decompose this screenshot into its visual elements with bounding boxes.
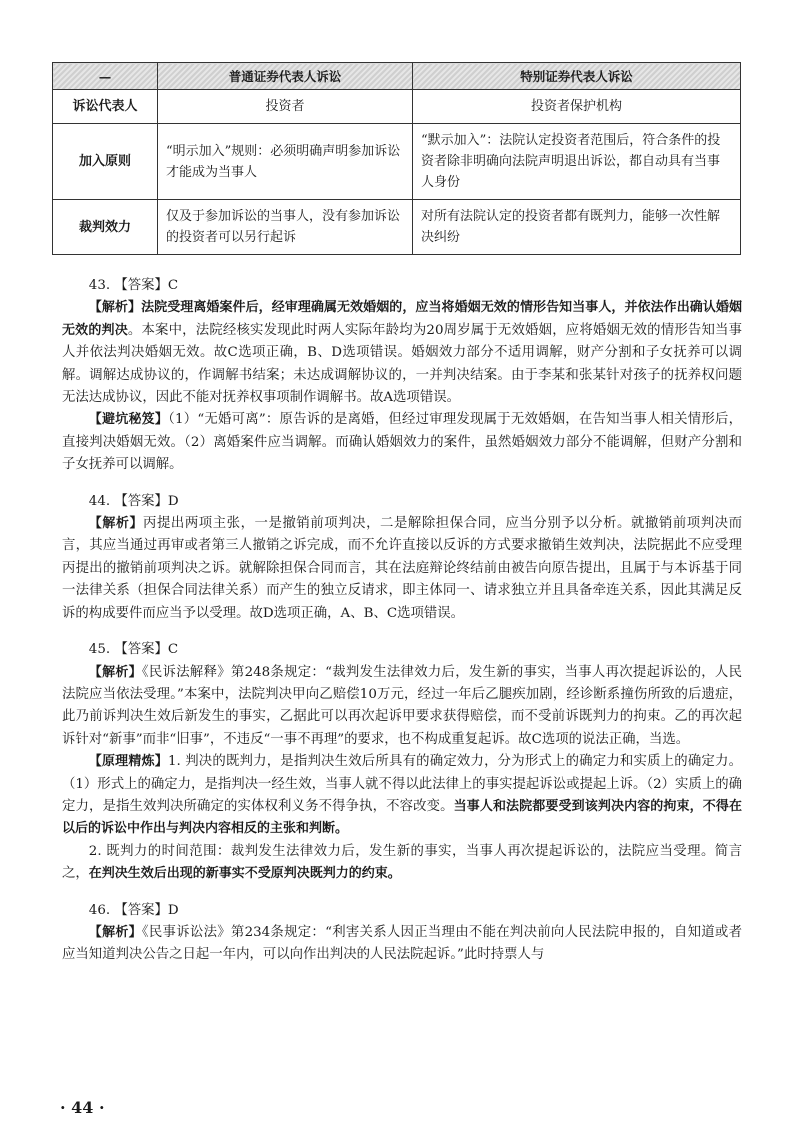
table-cell: 投资者保护机构 [413, 90, 741, 124]
tip-paragraph [62, 409, 742, 476]
section-tag: 【解析】 [88, 516, 144, 532]
emphasis-text: 当事人和法院都要受到该判决内容的拘束，不得在以后的诉讼中作出与判决内容相反的主张和判断。 [62, 798, 742, 837]
row-label: 加入原则 [53, 124, 158, 200]
section-tag: 【解析】 [88, 924, 142, 940]
body-text: （1）“无婚可离”：原告诉的是离婚，但经过审理发现属于无效婚姻，在告知当事人相关情形后，直接判决婚姻无效。（2）离婚案件应当调解。而确认婚姻效力的案件，虽然婚姻效力部分不能调解，但财产分割和子女抚养可以调解。 [62, 412, 742, 473]
analysis-paragraph [62, 662, 742, 752]
table-cell: “默示加入”：法院认定投资者范围后，符合条件的投资者除非明确向法院声明退出诉讼，都自动具有当事人身份 [413, 124, 741, 200]
answer-heading: 44. 【答案】D [88, 493, 179, 509]
analysis-paragraph [62, 513, 742, 625]
principle-paragraph [62, 841, 742, 886]
emphasis-text: 1. 判决的既判力 [167, 754, 267, 770]
emphasis-text: 在判决生效后出现的新事实不受原判决既判力的约束。 [88, 866, 401, 882]
table-cell: “明示加入”规则：必须明确声明参加诉讼才能成为当事人 [158, 124, 413, 200]
table-row [53, 124, 741, 200]
section-tag: 【解析】 [88, 664, 142, 680]
table-cell: 对所有法院认定的投资者都有既判力，能够一次性解决纠纷 [413, 200, 741, 255]
table-header-cell: 特别证券代表人诉讼 [413, 63, 741, 90]
analysis-paragraph [62, 922, 742, 967]
analysis-paragraph [62, 297, 742, 409]
comparison-table [52, 62, 741, 255]
body-text: 2. 既判力的时间范围：裁判发生法律效力后，发生新的事实，当事人再次提起诉讼的，法院应当受理。简言之， [62, 843, 742, 882]
table-header-cell: 普通证券代表人诉讼 [158, 63, 413, 90]
body-text: 《民事诉讼法》第234条规定：“利害关系人因正当理由不能在判决前向人民法院申报的，自知道或者应当知道判决公告之日起一年内，可以向作出判决的人民法院起诉。”此时持票人与 [62, 924, 742, 963]
section-tag: 【解析】 [88, 300, 142, 316]
answer-heading: 46. 【答案】D [88, 902, 179, 918]
body-text: ，是指判决生效后所具有的确定效力，分为形式上的确定力和实质上的确定力。（1）形式上的确定力，是指判决一经生效，当事人就不得以此法律上的事实提起诉讼或提起上诉。（2）实质上的确定力，是指生效判决所确定的实体权利义务不得争执，不容改变。 [62, 754, 742, 814]
table-cell: 投资者 [158, 90, 413, 124]
page-number: · 44 · [60, 1098, 105, 1117]
body-text: 丙提出两项主张，一是撤销前项判决，二是解除担保合同，应当分别予以分析。就撤销前项判决而言，其应当通过再审或者第三人撤销之诉完成，而不允许直接以反诉的方式要求撤销生效判决，法院据此不应受理丙提出的撤销前项判决之诉。就解除担保合同而言，其在法庭辩论终结前由被告向原告提出，且属于与本诉基于同一法律关系（担保合同法律关系）而产生的独立反请求，即主体同一、请求独立并且具备牵连关系，因此其满足反诉的构成要件而应当予以受理。故D选项正确，A、B、C选项错误。 [62, 516, 742, 621]
answer-explanations [62, 275, 742, 967]
section-tag: 【原理精炼】 [88, 754, 168, 770]
table-cell: 仅及于参加诉讼的当事人，没有参加诉讼的投资者可以另行起诉 [158, 200, 413, 255]
row-label: 诉讼代表人 [53, 90, 158, 124]
emphasis-text: 法院受理离婚案件后，经审理确属无效婚姻的，应当将婚姻无效的情形告知当事人，并依法作出确认婚姻无效的判决 [62, 300, 742, 338]
answer-heading: 43. 【答案】C [88, 278, 179, 293]
answer-heading: 45. 【答案】C [88, 642, 179, 658]
section-tag: 【避坑秘笈】 [88, 412, 169, 428]
table-header-row [53, 63, 741, 90]
table-row [53, 200, 741, 255]
principle-paragraph [62, 751, 742, 841]
row-label: 裁判效力 [53, 200, 158, 255]
body-text: 《民诉法解释》第248条规定：“裁判发生法律效力后，发生新的事实，当事人再次提起诉讼的，人民法院应当依法受理。”本案中，法院判决甲向乙赔偿10万元，经过一年后乙腿疾加剧，经诊断系撞伤所致的后遗症，此乃前诉判决生效后新发生的事实，乙据此可以再次起诉甲要求获得赔偿，而不受前诉既判力的拘束。乙的再次起诉针对“新事”而非“旧事”，不违反“一事不再理”的要求，也不构成重复起诉。故C选项的说法正确，当选。 [62, 664, 742, 747]
table-row [53, 90, 741, 124]
body-text: 。本案中，法院经核实发现此时两人实际年龄均为20周岁属于无效婚姻，应将婚姻无效的情形告知当事人并依法判决婚姻无效。故C选项正确，B、D选项错误。婚姻效力部分不适用调解，财产分割和子女抚养可以调解。调解达成协议的，作调解书结案；未达成调解协议的，一并判决结案。由于李某和张某针对孩子的抚养权问题无法达成协议，因此不能对抚养权事项制作调解书。故A选项错误。 [62, 322, 742, 406]
table-header-cell: — [53, 63, 158, 90]
comparison-table-wrap [52, 62, 740, 255]
